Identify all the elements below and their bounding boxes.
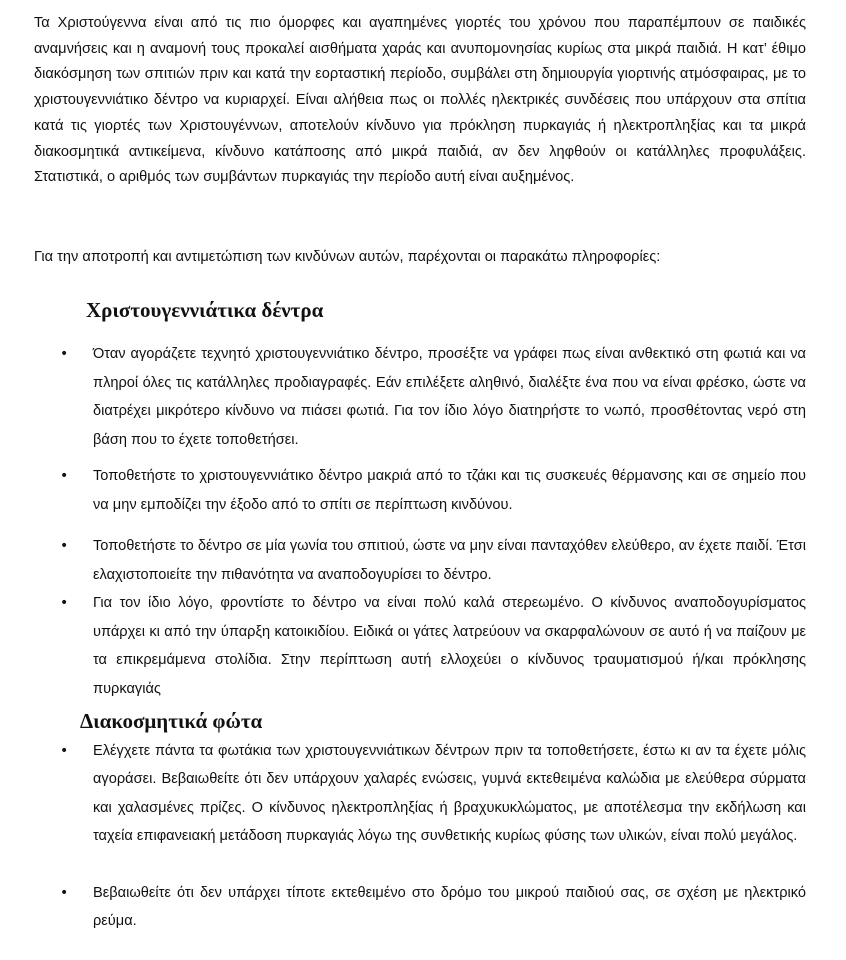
list-item-text: Για τον ίδιο λόγο, φροντίστε το δέντρο να είναι πολύ καλά στερεωμένο. Ο κίνδυνος αναποδογυρίσματος υπάρχει κι από την ύπαρξη κατοικιδίου. Ειδικά οι γάτες λατρεύουν να σκαρφαλώνουν σε αυτό ή να παίζουν με τα επικρεμάμενα στολίδια. Στην περίπτωση αυτή ελλοχεύει ο κίνδυνος τραυματισμού ή/και πρόκλησης πυρκαγιάς: [93, 595, 806, 697]
bullet-icon: •: [60, 468, 69, 484]
section-heading-decorative-lights: Διακοσμητικά φώτα: [80, 709, 263, 733]
list-item: [60, 532, 806, 589]
list-item-text: Όταν αγοράζετε τεχνητό χριστουγεννιάτικο δέντρο, προσέξτε να γράφει πως είναι ανθεκτικό στη φωτιά και να πληροί όλες τις κατάλληλες προδιαγραφές. Εάν επιλέξετε αληθινό, διαλέξτε ένα που να είναι φρέσκο, ώστε να διατρέχει μικρότερο κίνδυνο να πιάσει φωτιά. Για τον ίδιο λόγο διατηρήστε το νωπό, προσθέτοντας νερό στη βάση που το έχετε τοποθετήσει.: [93, 346, 806, 448]
intro-lead-in: Για την αποτροπή και αντιμετώπιση των κινδύνων αυτών, παρέχονται οι παρακάτω πληροφορίες:: [34, 249, 661, 265]
intro-paragraph: Τα Χριστούγεννα είναι από τις πιο όμορφες και αγαπημένες γιορτές του χρόνου που παραπέμπουν σε παιδικές αναμνήσεις και η αναμονή τους προκαλεί αισθήματα χαράς και ανυπομονησίας κυρίως στα μικρά παιδιά. Η κατ’ έθιμο διακόσμηση των σπιτιών πριν και κατά την εορταστική περίοδο, συμβάλει στη δημιουργία γιορτινής ατμόσφαιρας, με το χριστουγεννιάτικο δέντρο να κυριαρχεί. Είναι αλήθεια πως οι πολλές ηλεκτρικές συνδέσεις που υπάρχουν στα σπίτια κατά τις γιορτές των Χριστουγέννων, αποτελούν κίνδυνο για πρόκληση πυρκαγιάς ή ηλεκτροπληξίας και τα μικρά διακοσμητικά αντικείμενα, κίνδυνο κατάποσης από μικρά παιδιά, αν δεν ληφθούν οι κατάλληλες προφυλάξεις. Στατιστικά, ο αριθμός των συμβάντων πυρκαγιάς την περίοδο αυτή είναι αυξημένος.: [34, 15, 806, 186]
list-item: [60, 462, 806, 519]
list-item: [60, 879, 806, 935]
list-item-text: Ελέγχετε πάντα τα φωτάκια των χριστουγεννιάτικων δέντρων πριν τα τοποθετήσετε, έστω κι αν τα έχετε μόλις αγοράσει. Βεβαιωθείτε ότι δεν υπάρχουν χαλαρές ενώσεις, γυμνά εκτεθειμένα καλώδια με ελεύθερα σύρματα και χαλασμένες πρίζες. Ο κίνδυνος ηλεκτροπληξίας ή βραχυκυκλώματος, με αποτέλεσμα την εκδήλωση και ταχεία επιφανειακή μετάδοση πυρκαγιάς λόγω της συνθετικής κυρίως φύσης των υλικών, είναι πολύ μεγάλος.: [93, 743, 806, 845]
list-item: [60, 589, 806, 703]
bullet-icon: •: [60, 538, 69, 554]
bullet-icon: •: [60, 885, 69, 901]
bullet-icon: •: [60, 743, 69, 759]
bullet-icon: •: [60, 346, 69, 362]
section-heading-christmas-trees: Χριστουγεννιάτικα δέντρα: [86, 298, 324, 322]
list-item: [60, 737, 806, 851]
list-item-text: Βεβαιωθείτε ότι δεν υπάρχει τίποτε εκτεθειμένο στο δρόμο του μικρού παιδιού σας, σε σχέση με ηλεκτρικό ρεύμα.: [93, 885, 806, 929]
list-item-text: Τοποθετήστε το χριστουγεννιάτικο δέντρο μακριά από το τζάκι και τις συσκευές θέρμανσης και σε σημείο που να μην εμποδίζει την έξοδο από το σπίτι σε περίπτωση κινδύνου.: [93, 468, 806, 513]
list-item-text: Τοποθετήστε το δέντρο σε μία γωνία του σπιτιού, ώστε να μην είναι πανταχόθεν ελεύθερο, αν έχετε παιδί. Έτσι ελαχιστοποιείτε την πιθανότητα να αναποδογυρίσει το δέντρο.: [93, 538, 806, 583]
bullet-icon: •: [60, 595, 69, 611]
list-item: [60, 340, 806, 454]
